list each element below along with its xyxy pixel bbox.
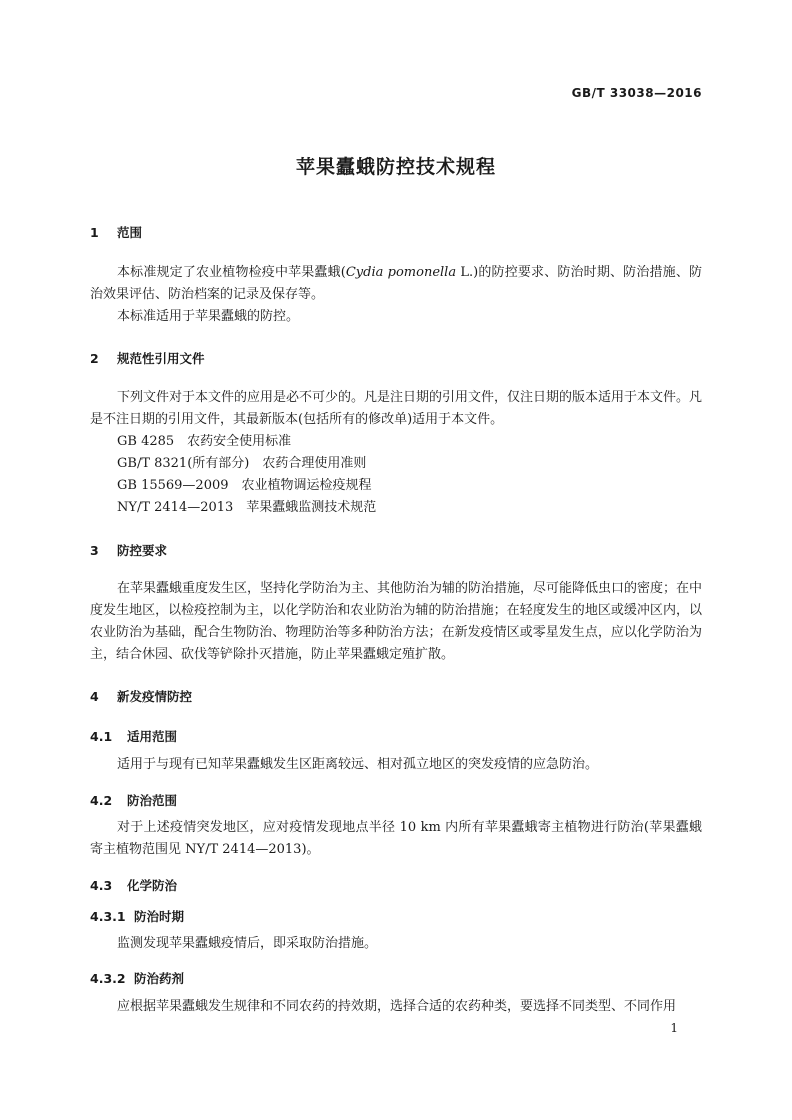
section-2-heading: [90, 349, 205, 367]
pesticide-paragraph: 应根据苹果蠹蛾发生规律和不同农药的持效期，选择合适的农药种类，要选择不同类型、不同作用: [117, 999, 677, 1014]
document-title: 苹果蠹蛾防控技术规程: [295, 156, 496, 178]
section-4-heading: [90, 687, 192, 705]
section-3-heading: [90, 541, 167, 559]
page-number: 1: [670, 1021, 678, 1035]
section-number: 4.3.1: [90, 909, 126, 924]
section-4-3-heading: [90, 876, 177, 894]
section-number: 4.1: [90, 729, 113, 744]
section-title: 防治范围: [127, 793, 178, 808]
section-number: 3: [90, 543, 99, 558]
section-title: 适用范围: [127, 729, 178, 744]
section-4-3-2-heading: [90, 969, 184, 987]
section-title: 范围: [117, 225, 143, 240]
control-period-paragraph: 监测发现苹果蠹蛾疫情后，即采取防治措施。: [117, 936, 378, 951]
section-title: 防控要求: [117, 543, 168, 558]
section-number: 1: [90, 225, 99, 240]
section-1-heading: [90, 223, 142, 241]
reference-item: NY/T 2414—2013 苹果蠹蛾监测技术规范: [117, 500, 377, 515]
reference-item: GB 15569—2009 农业植物调运检疫规程: [117, 478, 372, 493]
control-area-paragraph: 对于上述疫情突发地区，应对疫情发现地点半径 10 km 内所有苹果蠹蛾寄主植物进行防治(苹果蠹蛾寄主植物范围见 NY/T 2414—2013)。: [90, 820, 702, 857]
scope-text-b: L.)的防控要求、防治时期、防治措施、防治效果评估、防治档案的记录及保存等。: [90, 265, 702, 302]
section-number: 2: [90, 351, 99, 366]
normative-refs-intro: 下列文件对于本文件的应用是必不可少的。凡是注日期的引用文件，仅注日期的版本适用于本文件。凡是不注日期的引用文件，其最新版本(包括所有的修改单)适用于本文件。: [90, 390, 703, 427]
applicable-scope-paragraph: 适用于与现有已知苹果蠹蛾发生区距离较远、相对孤立地区的突发疫情的应急防治。: [117, 757, 599, 772]
species-name: Cydia pomonella: [345, 265, 457, 280]
scope-text-a: 本标准规定了农业植物检疫中苹果蠹蛾(: [117, 265, 346, 280]
scope-paragraph: [90, 262, 702, 306]
scope-applicability: 本标准适用于苹果蠹蛾的防控。: [117, 309, 300, 324]
standard-code: GB/T 33038—2016: [571, 86, 702, 100]
section-number: 4.2: [90, 793, 113, 808]
section-title: 防治时期: [134, 909, 185, 924]
section-number: 4.3.2: [90, 971, 126, 986]
section-title: 新发疫情防控: [117, 689, 193, 704]
section-title: 防治药剂: [134, 971, 185, 986]
section-title: 规范性引用文件: [117, 351, 205, 366]
reference-item: GB 4285 农药安全使用标准: [117, 434, 292, 449]
control-requirements-paragraph: 在苹果蠹蛾重度发生区，坚持化学防治为主、其他防治为辅的防治措施，尽可能降低虫口的密度；在中度发生地区，以检疫控制为主，以化学防治和农业防治为辅的防治措施；在轻度发生的地区或缓冲区内，以农业防治为基础，配合生物防治、物理防治等多种防治方法；在新发疫情区或零星发生点，应以化学防治为主，结合休园、砍伐等铲除扑灭措施，防止苹果蠹蛾定殖扩散。: [90, 581, 703, 662]
section-number: 4: [90, 689, 99, 704]
section-4-3-1-heading: [90, 907, 184, 925]
section-number: 4.3: [90, 878, 113, 893]
reference-item: GB/T 8321(所有部分) 农药合理使用准则: [117, 456, 367, 471]
section-4-1-heading: [90, 727, 177, 745]
section-title: 化学防治: [127, 878, 178, 893]
section-4-2-heading: [90, 791, 177, 809]
